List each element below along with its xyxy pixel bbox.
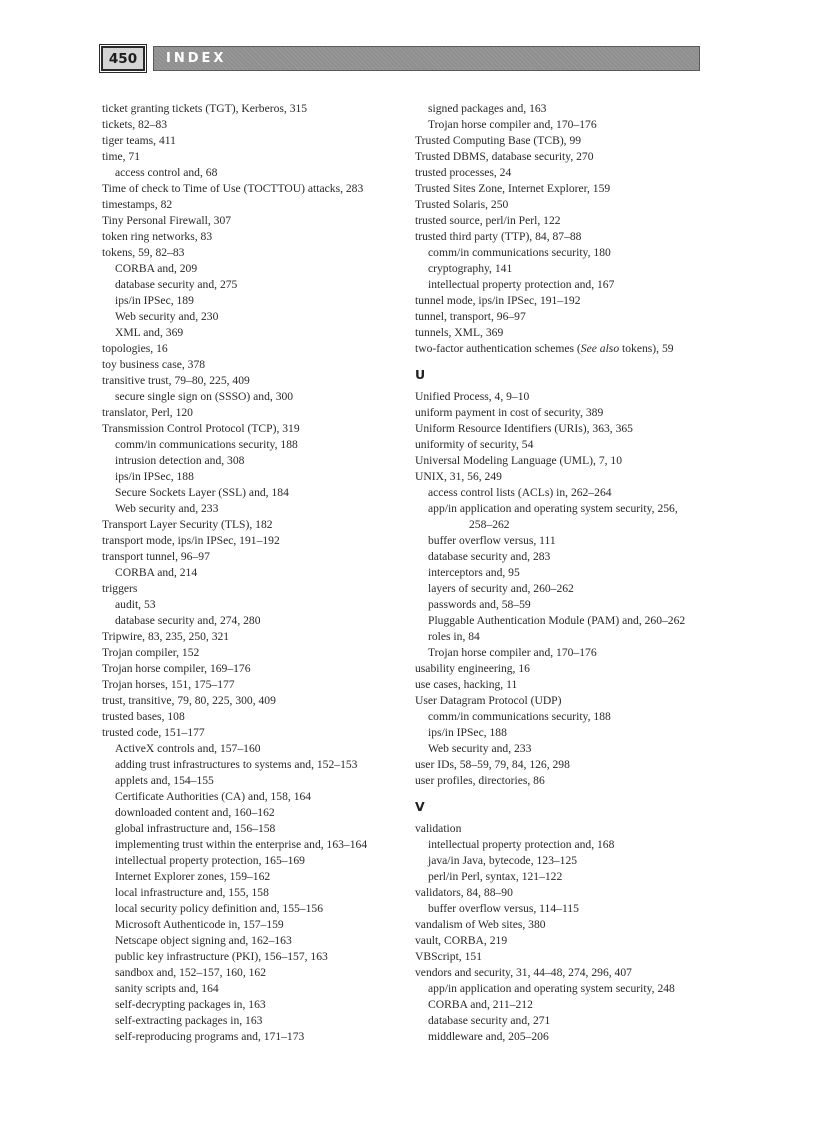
- section-letter-heading: U: [415, 367, 426, 382]
- index-subentry: self-extracting packages in, 163: [115, 1014, 263, 1027]
- index-subentry: secure single sign on (SSSO) and, 300: [115, 390, 294, 403]
- index-entry: transitive trust, 79–80, 225, 409: [102, 374, 250, 387]
- index-subentry: Microsoft Authenticode in, 157–159: [115, 918, 284, 931]
- index-entry: tokens, 59, 82–83: [102, 246, 185, 259]
- index-subentry: local infrastructure and, 155, 158: [115, 886, 269, 899]
- index-entry: token ring networks, 83: [102, 230, 213, 243]
- index-subentry: Web security and, 233: [115, 502, 219, 515]
- index-subentry: local security policy definition and, 155–156: [115, 902, 323, 915]
- index-subentry: Pluggable Authentication Module (PAM) and, 260–262: [428, 614, 686, 627]
- index-entry: Transmission Control Protocol (TCP), 319: [102, 422, 300, 435]
- index-subentry: CORBA and, 209: [115, 262, 198, 275]
- index-subentry: sandbox and, 152–157, 160, 162: [115, 966, 267, 979]
- index-subentry: CORBA and, 211–212: [428, 998, 533, 1011]
- index-entry: usability engineering, 16: [415, 662, 530, 675]
- index-subentry: Web security and, 230: [115, 310, 219, 323]
- index-subentry: Netscape object signing and, 162–163: [115, 934, 292, 947]
- index-entry: Trusted DBMS, database security, 270: [415, 150, 594, 163]
- index-entry: trusted processes, 24: [415, 166, 512, 179]
- index-subentry: ActiveX controls and, 157–160: [115, 742, 261, 755]
- index-entry: toy business case, 378: [102, 358, 206, 371]
- index-subentry: Internet Explorer zones, 159–162: [115, 870, 271, 883]
- index-subentry: intellectual property protection and, 168: [428, 838, 615, 851]
- index-subentry: database security and, 275: [115, 278, 238, 291]
- page-header: [101, 46, 700, 71]
- index-entry: use cases, hacking, 11: [415, 678, 518, 691]
- index-entry: user IDs, 58–59, 79, 84, 126, 298: [415, 758, 570, 771]
- index-entry: Transport Layer Security (TLS), 182: [102, 518, 273, 531]
- index-subentry: buffer overflow versus, 111: [428, 534, 556, 547]
- index-subentry: access control and, 68: [115, 166, 218, 179]
- index-subentry: roles in, 84: [428, 630, 480, 643]
- index-subentry: implementing trust within the enterprise and, 163–164: [115, 838, 368, 851]
- index-subentry: access control lists (ACLs) in, 262–264: [428, 486, 612, 499]
- index-entry: time, 71: [102, 150, 140, 163]
- index-subentry: layers of security and, 260–262: [428, 582, 574, 595]
- index-entry: Time of check to Time of Use (TOCTTOU) attacks, 283: [102, 182, 364, 195]
- index-entry: Trojan horses, 151, 175–177: [102, 678, 235, 691]
- index-entry: triggers: [102, 582, 138, 595]
- index-subentry: middleware and, 205–206: [428, 1030, 549, 1043]
- index-entry: timestamps, 82: [102, 198, 173, 211]
- index-entry: validators, 84, 88–90: [415, 886, 513, 899]
- index-subentry: Web security and, 233: [428, 742, 532, 755]
- index-subentry: comm/in communications security, 188: [428, 710, 611, 723]
- index-entry: Universal Modeling Language (UML), 7, 10: [415, 454, 623, 467]
- index-subentry: buffer overflow versus, 114–115: [428, 902, 579, 915]
- see-also-reference: See also: [580, 342, 620, 355]
- index-entry: Unified Process, 4, 9–10: [415, 390, 530, 403]
- index-subentry: interceptors and, 95: [428, 566, 520, 579]
- index-subentry: Secure Sockets Layer (SSL) and, 184: [115, 486, 289, 499]
- index-subentry: app/in application and operating system security, 256,: [428, 502, 678, 515]
- index-entry: uniformity of security, 54: [415, 438, 534, 451]
- index-entry: vandalism of Web sites, 380: [415, 918, 546, 931]
- section-letter-heading: V: [415, 799, 425, 814]
- index-entry: tunnel, transport, 96–97: [415, 310, 526, 323]
- index-subentry: audit, 53: [115, 598, 156, 611]
- index-subentry: CORBA and, 214: [115, 566, 198, 579]
- index-column-left: [102, 101, 402, 1045]
- index-entry: Tiny Personal Firewall, 307: [102, 214, 232, 227]
- index-subentry: XML and, 369: [115, 326, 184, 339]
- index-entry: validation: [415, 822, 462, 835]
- index-entry: UNIX, 31, 56, 249: [415, 470, 502, 483]
- index-subentry: database security and, 274, 280: [115, 614, 261, 627]
- index-entry: trusted source, perl/in Perl, 122: [415, 214, 561, 227]
- index-entry: uniform payment in cost of security, 389: [415, 406, 604, 419]
- index-subentry: Certificate Authorities (CA) and, 158, 164: [115, 790, 312, 803]
- index-subentry: ips/in IPSec, 188: [115, 470, 194, 483]
- index-entry: ticket granting tickets (TGT), Kerberos, 315: [102, 102, 308, 115]
- index-entry: tickets, 82–83: [102, 118, 168, 131]
- index-subentry: intrusion detection and, 308: [115, 454, 245, 467]
- index-subentry: public key infrastructure (PKI), 156–157, 163: [115, 950, 328, 963]
- index-subentry: global infrastructure and, 156–158: [115, 822, 276, 835]
- index-entry: vault, CORBA, 219: [415, 934, 508, 947]
- index-entry: Tripwire, 83, 235, 250, 321: [102, 630, 230, 643]
- index-subentry: downloaded content and, 160–162: [115, 806, 275, 819]
- index-entry: transport mode, ips/in IPSec, 191–192: [102, 534, 280, 547]
- index-subentry: self-decrypting packages in, 163: [115, 998, 266, 1011]
- index-subentry: ips/in IPSec, 189: [115, 294, 194, 307]
- index-entry: trusted bases, 108: [102, 710, 185, 723]
- index-entry: user profiles, directories, 86: [415, 774, 545, 787]
- index-subentry: cryptography, 141: [428, 262, 513, 275]
- index-subentry: database security and, 283: [428, 550, 551, 563]
- section-title: INDEX: [166, 51, 227, 66]
- index-entry: VBScript, 151: [415, 950, 482, 963]
- index-entry: trusted third party (TTP), 84, 87–88: [415, 230, 582, 243]
- index-entry: transport tunnel, 96–97: [102, 550, 210, 563]
- index-entry: translator, Perl, 120: [102, 406, 193, 419]
- index-entry: Trojan horse compiler, 169–176: [102, 662, 251, 675]
- index-subentry: signed packages and, 163: [428, 102, 547, 115]
- index-entry: tiger teams, 411: [102, 134, 176, 147]
- index-subentry: comm/in communications security, 180: [428, 246, 611, 259]
- index-subentry: perl/in Perl, syntax, 121–122: [428, 870, 563, 883]
- index-subentry: java/in Java, bytecode, 123–125: [428, 854, 578, 867]
- section-title-bar: [153, 46, 700, 71]
- index-entry: Trusted Solaris, 250: [415, 198, 509, 211]
- page-number: 450: [101, 46, 145, 71]
- index-entry: trusted code, 151–177: [102, 726, 205, 739]
- index-subentry: 258–262: [469, 518, 510, 531]
- index-subentry: Trojan horse compiler and, 170–176: [428, 646, 597, 659]
- index-subentry: ips/in IPSec, 188: [428, 726, 507, 739]
- index-subentry: self-reproducing programs and, 171–173: [115, 1030, 305, 1043]
- index-subentry: applets and, 154–155: [115, 774, 214, 787]
- index-subentry: adding trust infrastructures to systems and, 152–153: [115, 758, 358, 771]
- index-subentry: intellectual property protection, 165–169: [115, 854, 305, 867]
- index-entry: Uniform Resource Identifiers (URIs), 363, 365: [415, 422, 633, 435]
- index-subentry: comm/in communications security, 188: [115, 438, 298, 451]
- index-entry: User Datagram Protocol (UDP): [415, 694, 562, 707]
- index-entry: two-factor authentication schemes (See also tokens), 59: [415, 342, 674, 355]
- index-entry: Trusted Computing Base (TCB), 99: [415, 134, 582, 147]
- index-subentry: passwords and, 58–59: [428, 598, 531, 611]
- index-subentry: Trojan horse compiler and, 170–176: [428, 118, 597, 131]
- index-entry: vendors and security, 31, 44–48, 274, 296, 407: [415, 966, 632, 979]
- index-entry: tunnel mode, ips/in IPSec, 191–192: [415, 294, 581, 307]
- index-entry: Trojan compiler, 152: [102, 646, 200, 659]
- index-subentry: intellectual property protection and, 167: [428, 278, 615, 291]
- index-subentry: app/in application and operating system security, 248: [428, 982, 675, 995]
- index-subentry: sanity scripts and, 164: [115, 982, 219, 995]
- index-subentry: database security and, 271: [428, 1014, 551, 1027]
- index-entry: Trusted Sites Zone, Internet Explorer, 159: [415, 182, 611, 195]
- index-entry: trust, transitive, 79, 80, 225, 300, 409: [102, 694, 276, 707]
- index-column-right: [415, 101, 715, 1045]
- index-entry: topologies, 16: [102, 342, 168, 355]
- index-entry: tunnels, XML, 369: [415, 326, 504, 339]
